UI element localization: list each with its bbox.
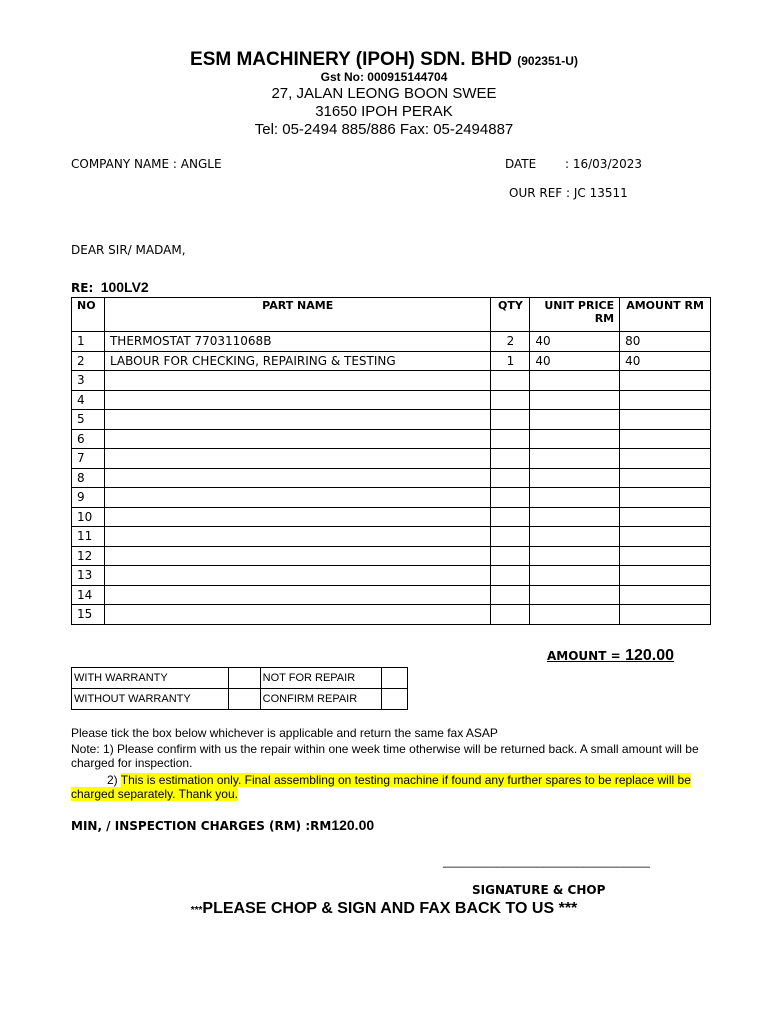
company-label: COMPANY NAME : [71, 157, 177, 171]
cell-amount [620, 468, 711, 488]
re-line [71, 279, 149, 297]
cell-part-name: THERMOSTAT 770311068B [104, 332, 490, 352]
col-no: NO [72, 298, 105, 332]
cell-no: 6 [72, 429, 105, 449]
cell-unit-price [530, 410, 620, 430]
date-label: DATE [505, 157, 537, 171]
cell-part-name [104, 507, 490, 527]
note-2-highlight: This is estimation only. Final assembling on testing machine if found any further spares to be replace will be charged separately. Thank you. [71, 773, 691, 801]
table-header-row [72, 298, 711, 332]
cell-qty [491, 468, 530, 488]
cell-no: 14 [72, 585, 105, 605]
amount-label: AMOUNT = [547, 649, 621, 663]
table-row [72, 351, 711, 371]
table-row [72, 429, 711, 449]
cell-unit-price [530, 546, 620, 566]
cell-part-name [104, 546, 490, 566]
cell-no: 8 [72, 468, 105, 488]
table-row [72, 527, 711, 547]
cell-part-name: LABOUR FOR CHECKING, REPAIRING & TESTING [104, 351, 490, 371]
date-value: : 16/03/2023 [565, 157, 643, 171]
cell-qty [491, 507, 530, 527]
cell-part-name [104, 429, 490, 449]
cell-unit-price: 40 [530, 351, 620, 371]
cell-qty [491, 429, 530, 449]
note-2 [71, 773, 721, 801]
cell-qty [491, 605, 530, 625]
cell-amount [620, 410, 711, 430]
amount-value: 120.00 [625, 647, 675, 664]
cell-amount [620, 527, 711, 547]
inspection-label: MIN, / INSPECTION CHARGES (RM) :RM [71, 819, 332, 833]
ref-value: JC 13511 [573, 186, 628, 200]
company-name-field [71, 157, 222, 171]
cell-part-name [104, 488, 490, 508]
cell-unit-price [530, 566, 620, 586]
table-row [72, 689, 408, 710]
closing-text: PLEASE CHOP & SIGN AND FAX BACK TO US *** [202, 900, 578, 917]
cell-unit-price [530, 527, 620, 547]
amount-total [547, 647, 674, 665]
table-row [72, 449, 711, 469]
cell-no: 15 [72, 605, 105, 625]
cell-no: 1 [72, 332, 105, 352]
closing-prefix: *** [190, 905, 203, 916]
not-for-repair-label: NOT FOR REPAIR [260, 668, 381, 689]
cell-no: 5 [72, 410, 105, 430]
our-ref [509, 186, 628, 200]
warranty-table [71, 667, 408, 710]
cell-amount [620, 546, 711, 566]
with-warranty-checkbox[interactable] [229, 668, 260, 689]
table-row [72, 566, 711, 586]
col-qty: QTY [491, 298, 530, 332]
cell-no: 3 [72, 371, 105, 391]
without-warranty-checkbox[interactable] [229, 689, 260, 710]
cell-unit-price [530, 605, 620, 625]
cell-qty [491, 566, 530, 586]
cell-part-name [104, 605, 490, 625]
table-row [72, 371, 711, 391]
cell-part-name [104, 566, 490, 586]
cell-amount [620, 488, 711, 508]
cell-unit-price [530, 488, 620, 508]
ref-label: OUR REF : [509, 186, 571, 200]
cell-no: 10 [72, 507, 105, 527]
cell-unit-price [530, 507, 620, 527]
confirm-repair-checkbox[interactable] [381, 689, 407, 710]
re-value: 100LV2 [100, 279, 149, 295]
without-warranty-label: WITHOUT WARRANTY [72, 689, 229, 710]
address-line-2: 31650 IPOH PERAK [315, 103, 453, 120]
cell-no: 13 [72, 566, 105, 586]
cell-amount [620, 371, 711, 391]
table-row [72, 332, 711, 352]
cell-qty [491, 585, 530, 605]
cell-qty [491, 527, 530, 547]
cell-qty [491, 449, 530, 469]
table-row [72, 468, 711, 488]
not-for-repair-checkbox[interactable] [381, 668, 407, 689]
cell-qty [491, 546, 530, 566]
cell-unit-price [530, 449, 620, 469]
cell-part-name [104, 390, 490, 410]
table-row [72, 507, 711, 527]
cell-part-name [104, 410, 490, 430]
cell-part-name [104, 527, 490, 547]
cell-qty: 2 [491, 332, 530, 352]
address-line-1: 27, JALAN LEONG BOON SWEE [271, 85, 497, 102]
table-row [72, 410, 711, 430]
cell-unit-price [530, 585, 620, 605]
cell-no: 9 [72, 488, 105, 508]
cell-amount [620, 605, 711, 625]
table-row [72, 585, 711, 605]
instruction-note: Please tick the box below whichever is applicable and return the same fax ASAP [71, 726, 498, 740]
cell-qty [491, 410, 530, 430]
note-1: Note: 1) Please confirm with us the repair within one week time otherwise will be returned back. A small amount will be charged for inspection. [71, 742, 699, 770]
confirm-repair-label: CONFIRM REPAIR [260, 689, 381, 710]
cell-part-name [104, 468, 490, 488]
greeting: DEAR SIR/ MADAM, [71, 243, 186, 257]
company-value: ANGLE [180, 157, 222, 171]
re-label: RE: [71, 281, 94, 295]
cell-unit-price [530, 429, 620, 449]
col-part-name: PART NAME [104, 298, 490, 332]
with-warranty-label: WITH WARRANTY [72, 668, 229, 689]
cell-unit-price [530, 468, 620, 488]
parts-table [71, 297, 711, 625]
company-name: ESM MACHINERY (IPOH) SDN. BHD (902351-U) [190, 49, 578, 70]
cell-qty [491, 390, 530, 410]
cell-unit-price [530, 371, 620, 391]
inspection-charges [71, 817, 374, 835]
note-2-prefix: 2) [107, 773, 121, 787]
cell-qty: 1 [491, 351, 530, 371]
col-unit-price: UNIT PRICE RM [530, 298, 620, 332]
cell-no: 7 [72, 449, 105, 469]
cell-amount [620, 390, 711, 410]
cell-amount: 40 [620, 351, 711, 371]
cell-part-name [104, 585, 490, 605]
cell-unit-price [530, 390, 620, 410]
gst-number: Gst No: 000915144704 [320, 70, 448, 84]
table-row [72, 605, 711, 625]
cell-amount [620, 585, 711, 605]
cell-qty [491, 371, 530, 391]
table-row [72, 668, 408, 689]
cell-unit-price: 40 [530, 332, 620, 352]
table-row [72, 546, 711, 566]
table-row [72, 488, 711, 508]
tel-fax: Tel: 05-2494 885/886 Fax: 05-2494887 [254, 121, 514, 138]
signature-line: _______________________________ [443, 854, 650, 868]
closing-line [0, 900, 768, 918]
cell-amount [620, 429, 711, 449]
signature-label: SIGNATURE & CHOP [472, 883, 606, 897]
cell-amount [620, 449, 711, 469]
cell-amount: 80 [620, 332, 711, 352]
cell-amount [620, 507, 711, 527]
cell-qty [491, 488, 530, 508]
cell-amount [620, 566, 711, 586]
cell-no: 4 [72, 390, 105, 410]
table-row [72, 390, 711, 410]
cell-no: 2 [72, 351, 105, 371]
company-reg-no: (902351-U) [517, 54, 578, 68]
cell-part-name [104, 449, 490, 469]
cell-no: 12 [72, 546, 105, 566]
cell-part-name [104, 371, 490, 391]
inspection-value: 120.00 [331, 817, 375, 833]
col-amount: AMOUNT RM [620, 298, 711, 332]
cell-no: 11 [72, 527, 105, 547]
